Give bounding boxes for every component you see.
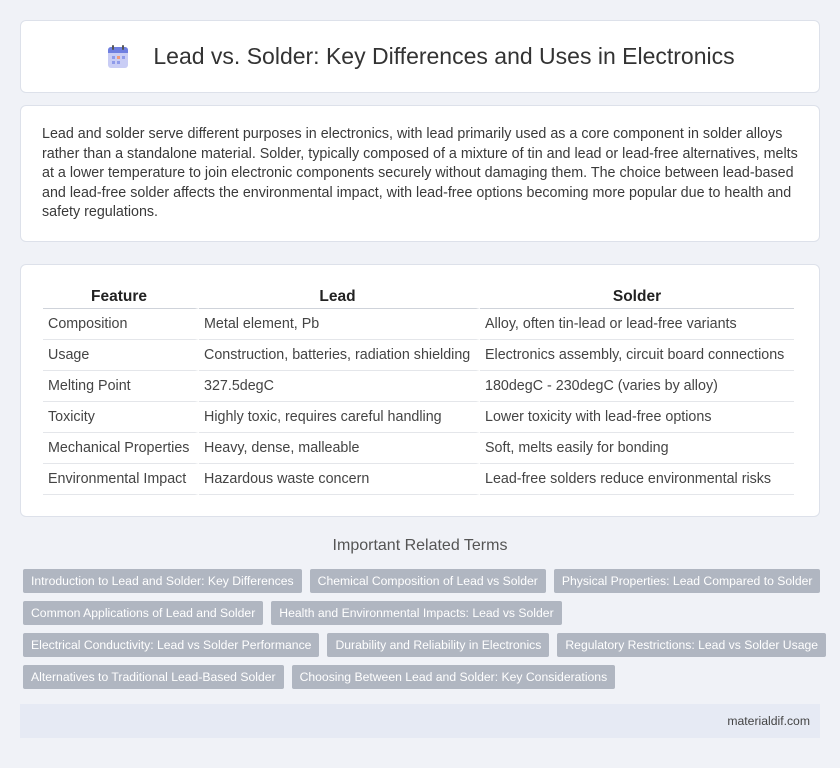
page-title: Lead vs. Solder: Key Differences and Uses in Electronics [153,43,735,69]
cell-lead: Highly toxic, requires careful handling [199,402,480,433]
tag-row [23,601,823,625]
tag-row [23,569,823,593]
related-terms-title: Important Related Terms [332,537,508,554]
cell-lead: Heavy, dense, malleable [199,433,480,464]
cell-lead: Construction, batteries, radiation shielding [199,340,480,371]
header-lead: Lead [199,287,480,309]
related-term-tag[interactable]: Durability and Reliability in Electronics [327,633,549,657]
header-solder: Solder [480,287,794,309]
header-feature: Feature [43,287,199,309]
related-term-tag[interactable]: Health and Environmental Impacts: Lead vs Solder [271,601,561,625]
cell-lead: Hazardous waste concern [199,464,480,495]
footer [20,704,820,738]
header-card [20,20,820,93]
cell-solder: Soft, melts easily for bonding [480,433,794,464]
table-row [43,309,794,340]
title-wrap [105,43,734,70]
tag-row [23,633,823,657]
table-row [43,433,794,464]
related-term-tag[interactable]: Alternatives to Traditional Lead-Based Solder [23,665,284,689]
related-term-tag[interactable]: Common Applications of Lead and Solder [23,601,263,625]
related-term-tag[interactable]: Chemical Composition of Lead vs Solder [310,569,546,593]
cell-lead: Metal element, Pb [199,309,480,340]
cell-feature: Melting Point [43,371,199,402]
table-row [43,340,794,371]
table-header-row [43,287,794,309]
cell-solder: Alloy, often tin-lead or lead-free variants [480,309,794,340]
related-term-tag[interactable]: Regulatory Restrictions: Lead vs Solder Usage [557,633,826,657]
related-terms-tags [23,569,823,697]
table-row [43,402,794,433]
related-term-tag[interactable]: Choosing Between Lead and Solder: Key Considerations [292,665,616,689]
cell-solder: Lower toxicity with lead-free options [480,402,794,433]
cell-feature: Mechanical Properties [43,433,199,464]
related-term-tag[interactable]: Electrical Conductivity: Lead vs Solder Performance [23,633,319,657]
intro-card [20,105,820,242]
cell-solder: 180degC - 230degC (varies by alloy) [480,371,794,402]
cell-feature: Composition [43,309,199,340]
table-row [43,464,794,495]
table-row [43,371,794,402]
cell-solder: Lead-free solders reduce environmental risks [480,464,794,495]
related-term-tag[interactable]: Introduction to Lead and Solder: Key Differences [23,569,302,593]
related-term-tag[interactable]: Physical Properties: Lead Compared to Solder [554,569,821,593]
comparison-table [43,287,794,495]
footer-site-link[interactable]: materialdif.com [727,714,810,728]
intro-paragraph: Lead and solder serve different purposes in electronics, with lead primarily used as a core component in solder alloys rather than a standalone material. Solder, typically composed of a mixture of tin and lead or lead-free alternatives, melts at a lower temperature to join electronic components securely without damaging them. The choice between lead-based and lead-free solder affects the environmental impact, with lead-free options becoming more popular due to health and safety regulations. [42,126,798,220]
cell-solder: Electronics assembly, circuit board connections [480,340,794,371]
cell-feature: Usage [43,340,199,371]
document-icon [105,44,131,70]
tag-row [23,665,823,689]
cell-lead: 327.5degC [199,371,480,402]
cell-feature: Toxicity [43,402,199,433]
comparison-table-card [20,264,820,517]
cell-feature: Environmental Impact [43,464,199,495]
